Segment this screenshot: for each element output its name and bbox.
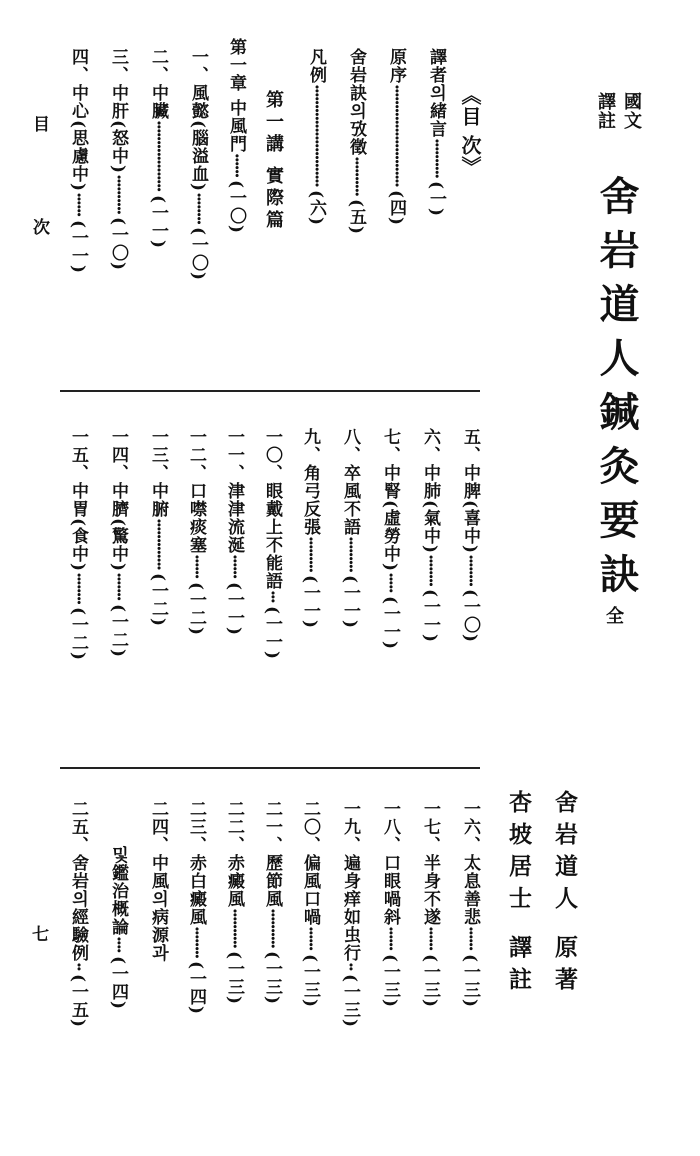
entry-page: (一二) xyxy=(148,572,168,628)
entry-page: (一〇) xyxy=(188,227,208,282)
entry-page: (六) xyxy=(306,189,326,226)
entry-page: (一四) xyxy=(108,955,128,1010)
toc-entry-16 xyxy=(461,800,478,1008)
dot-leader: ········ xyxy=(68,572,88,604)
entry-page: (一三) xyxy=(262,951,282,1006)
entry-page: (一三) xyxy=(340,973,360,1028)
toc-entry-22 xyxy=(225,800,242,1005)
toc-entry-6 xyxy=(421,428,438,644)
entry-page: (一二) xyxy=(186,581,206,636)
entry-title: 二一、歷節風 xyxy=(262,800,282,908)
entry-title: 一三、中腑 xyxy=(148,428,168,518)
entry-page: (一一) xyxy=(380,595,400,650)
completeness-mark: 全 xyxy=(603,606,624,625)
entry-page: (一〇) xyxy=(460,589,480,644)
entry-page: (一一) xyxy=(340,575,360,630)
entry-title: 二三、赤白癜風 xyxy=(186,800,206,926)
toc-entry-7 xyxy=(381,428,398,650)
toc-entry-9 xyxy=(301,428,318,629)
entry-title: 二二、赤癜風 xyxy=(224,800,244,908)
entry-page: (一一) xyxy=(262,605,282,660)
toc-entry-25 xyxy=(69,800,86,1028)
entry-page: (一〇) xyxy=(108,217,128,272)
dot-leader: ·· xyxy=(340,962,360,970)
entry-title: 三、中肝(怒中) xyxy=(108,48,128,175)
dot-leader: ·· xyxy=(68,962,88,970)
series-label-bottom: 譯註 xyxy=(595,92,616,130)
dot-leader: ·········· xyxy=(224,908,244,948)
author-original: 舍岩道人 原著 xyxy=(551,790,578,1000)
toc-entry-14 xyxy=(109,428,126,658)
front-matter-1 xyxy=(427,48,444,217)
author-translator: 杏坡居士 譯註 xyxy=(505,790,532,1000)
entry-page: (四) xyxy=(386,189,406,226)
entry-title: 一〇、眼戴上不能語 xyxy=(262,428,282,590)
toc-entry-24 xyxy=(149,800,166,962)
dot-leader: ········· xyxy=(340,536,360,572)
entry-page: (一三) xyxy=(380,953,400,1008)
entry-title: 一二、口噤痰塞 xyxy=(186,428,206,554)
entry-title: 二四、中風의病源과 xyxy=(148,800,168,962)
entry-title: 二〇、偏風口喎 xyxy=(300,800,320,926)
dot-leader: ·························· xyxy=(386,84,406,186)
dot-leader: ·········· xyxy=(426,138,446,178)
entry-title: 一八、口眼喎斜 xyxy=(380,800,400,926)
chapter-heading: 第一章 中風門 xyxy=(226,38,246,153)
dot-leader: ······ xyxy=(380,926,400,950)
toc-entry-13 xyxy=(149,428,166,627)
entry-page: (一一) xyxy=(148,194,168,249)
entry-title: 凡例 xyxy=(306,48,326,84)
dot-leader: ········ xyxy=(420,554,440,586)
dot-leader: ········ xyxy=(460,554,480,586)
entry-page: (一二) xyxy=(108,603,128,658)
divider-top xyxy=(60,390,480,392)
dot-leader: ·········· xyxy=(262,908,282,948)
entry-title: 一六、太息善悲 xyxy=(460,800,480,926)
dot-leader: ············· xyxy=(148,518,168,569)
toc-entry-17 xyxy=(421,800,438,1008)
entry-page: (一一) xyxy=(300,575,320,630)
toc-entry-11 xyxy=(225,428,242,636)
entry-title: 六、中肺(氣中) xyxy=(420,428,440,555)
entry-title: 原序 xyxy=(386,48,406,84)
dot-leader: ······ xyxy=(226,152,246,177)
toc-entry-10 xyxy=(263,428,280,660)
dot-leader: ········ xyxy=(188,192,208,224)
toc-entry-21 xyxy=(263,800,280,1005)
toc-entry-8 xyxy=(341,428,358,629)
toc-entry-20 xyxy=(301,800,318,1008)
entry-title: 二五、舍岩의經驗例 xyxy=(68,800,88,962)
dot-leader: ····· xyxy=(380,572,400,592)
dot-leader: ······ xyxy=(68,192,88,216)
entry-page: (一) xyxy=(426,181,446,218)
entry-title: 二、中臟 xyxy=(148,48,168,120)
entry-page: (一一) xyxy=(224,581,244,636)
page-number: 七 xyxy=(32,925,49,945)
dot-leader: ········ xyxy=(186,926,206,958)
toc-entry-23 xyxy=(187,800,204,1015)
entry-title: 五、中脾(喜中) xyxy=(460,428,480,555)
entry-page: (一五) xyxy=(68,973,88,1028)
dot-leader: ······ xyxy=(300,926,320,950)
entry-page: (一三) xyxy=(460,953,480,1008)
front-matter-3 xyxy=(347,48,364,235)
entry-page: (一一) xyxy=(68,219,88,274)
dot-leader: ······ xyxy=(224,554,244,578)
entry-page: (一一) xyxy=(420,589,440,644)
toc-entry-4 xyxy=(69,48,86,274)
entry-title-continued: 및鑑治概論 xyxy=(108,846,128,936)
entry-page: (一四) xyxy=(186,961,206,1016)
entry-page: (一三) xyxy=(224,951,244,1006)
toc-entry-24-continued xyxy=(109,846,126,1010)
entry-page: (五) xyxy=(346,199,366,236)
toc-entry-1 xyxy=(189,48,206,282)
toc-entry-3 xyxy=(109,48,126,271)
dot-leader: ·························· xyxy=(306,84,326,186)
entry-title: 舍岩訣의攷徵 xyxy=(346,48,366,156)
entry-title: 七、中腎(虛勞中) xyxy=(380,428,400,573)
front-matter-4 xyxy=(307,48,324,226)
divider-bottom xyxy=(60,767,480,769)
dot-leader: ······ xyxy=(460,926,480,950)
entry-page: (一三) xyxy=(420,953,440,1008)
entry-title: 一五、中胃(食中) xyxy=(68,428,88,573)
dot-leader: ·················· xyxy=(148,120,168,191)
dot-leader: ······ xyxy=(420,926,440,950)
dot-leader: ········· xyxy=(300,536,320,572)
book-title: 舍岩道人鍼灸要訣 xyxy=(593,175,640,607)
entry-title: 一九、遍身痒如虫行 xyxy=(340,800,360,962)
dot-leader: ·········· xyxy=(346,156,366,196)
entry-title: 譯者의緒言 xyxy=(426,48,446,138)
toc-entry-12 xyxy=(187,428,204,636)
entry-title: 九、角弓反張 xyxy=(300,428,320,536)
entry-page: (一二) xyxy=(68,607,88,662)
entry-title: 一一、津津流涎 xyxy=(224,428,244,554)
toc-entry-19 xyxy=(341,800,358,1028)
entry-page: (一三) xyxy=(300,953,320,1008)
dot-leader: ···· xyxy=(108,936,128,952)
entry-title: 四、中心(思慮中) xyxy=(68,48,88,193)
entry-title: 八、卒風不語 xyxy=(340,428,360,536)
entry-title: 一、風懿(腦溢血) xyxy=(188,48,208,193)
toc-entry-15 xyxy=(69,428,86,662)
part-heading: 第一講 實際篇 xyxy=(263,90,284,233)
entry-title: 一四、中臍(驚中) xyxy=(108,428,128,573)
entry-page: (一〇) xyxy=(226,180,246,235)
entry-title: 一七、半身不遂 xyxy=(420,800,440,926)
chapter-heading-row xyxy=(227,38,244,235)
series-label-top: 國文 xyxy=(621,92,642,130)
front-matter-2 xyxy=(387,48,404,226)
dot-leader: ······ xyxy=(186,554,206,578)
toc-entry-5 xyxy=(461,428,478,644)
toc-heading: 《目 次》 xyxy=(458,85,482,177)
dot-leader: ··· xyxy=(262,590,282,602)
dot-leader: ······· xyxy=(108,572,128,600)
dot-leader: ·········· xyxy=(108,174,128,214)
toc-entry-2 xyxy=(149,48,166,249)
toc-entry-18 xyxy=(381,800,398,1008)
footer-section-label: 目 次 xyxy=(29,115,49,275)
